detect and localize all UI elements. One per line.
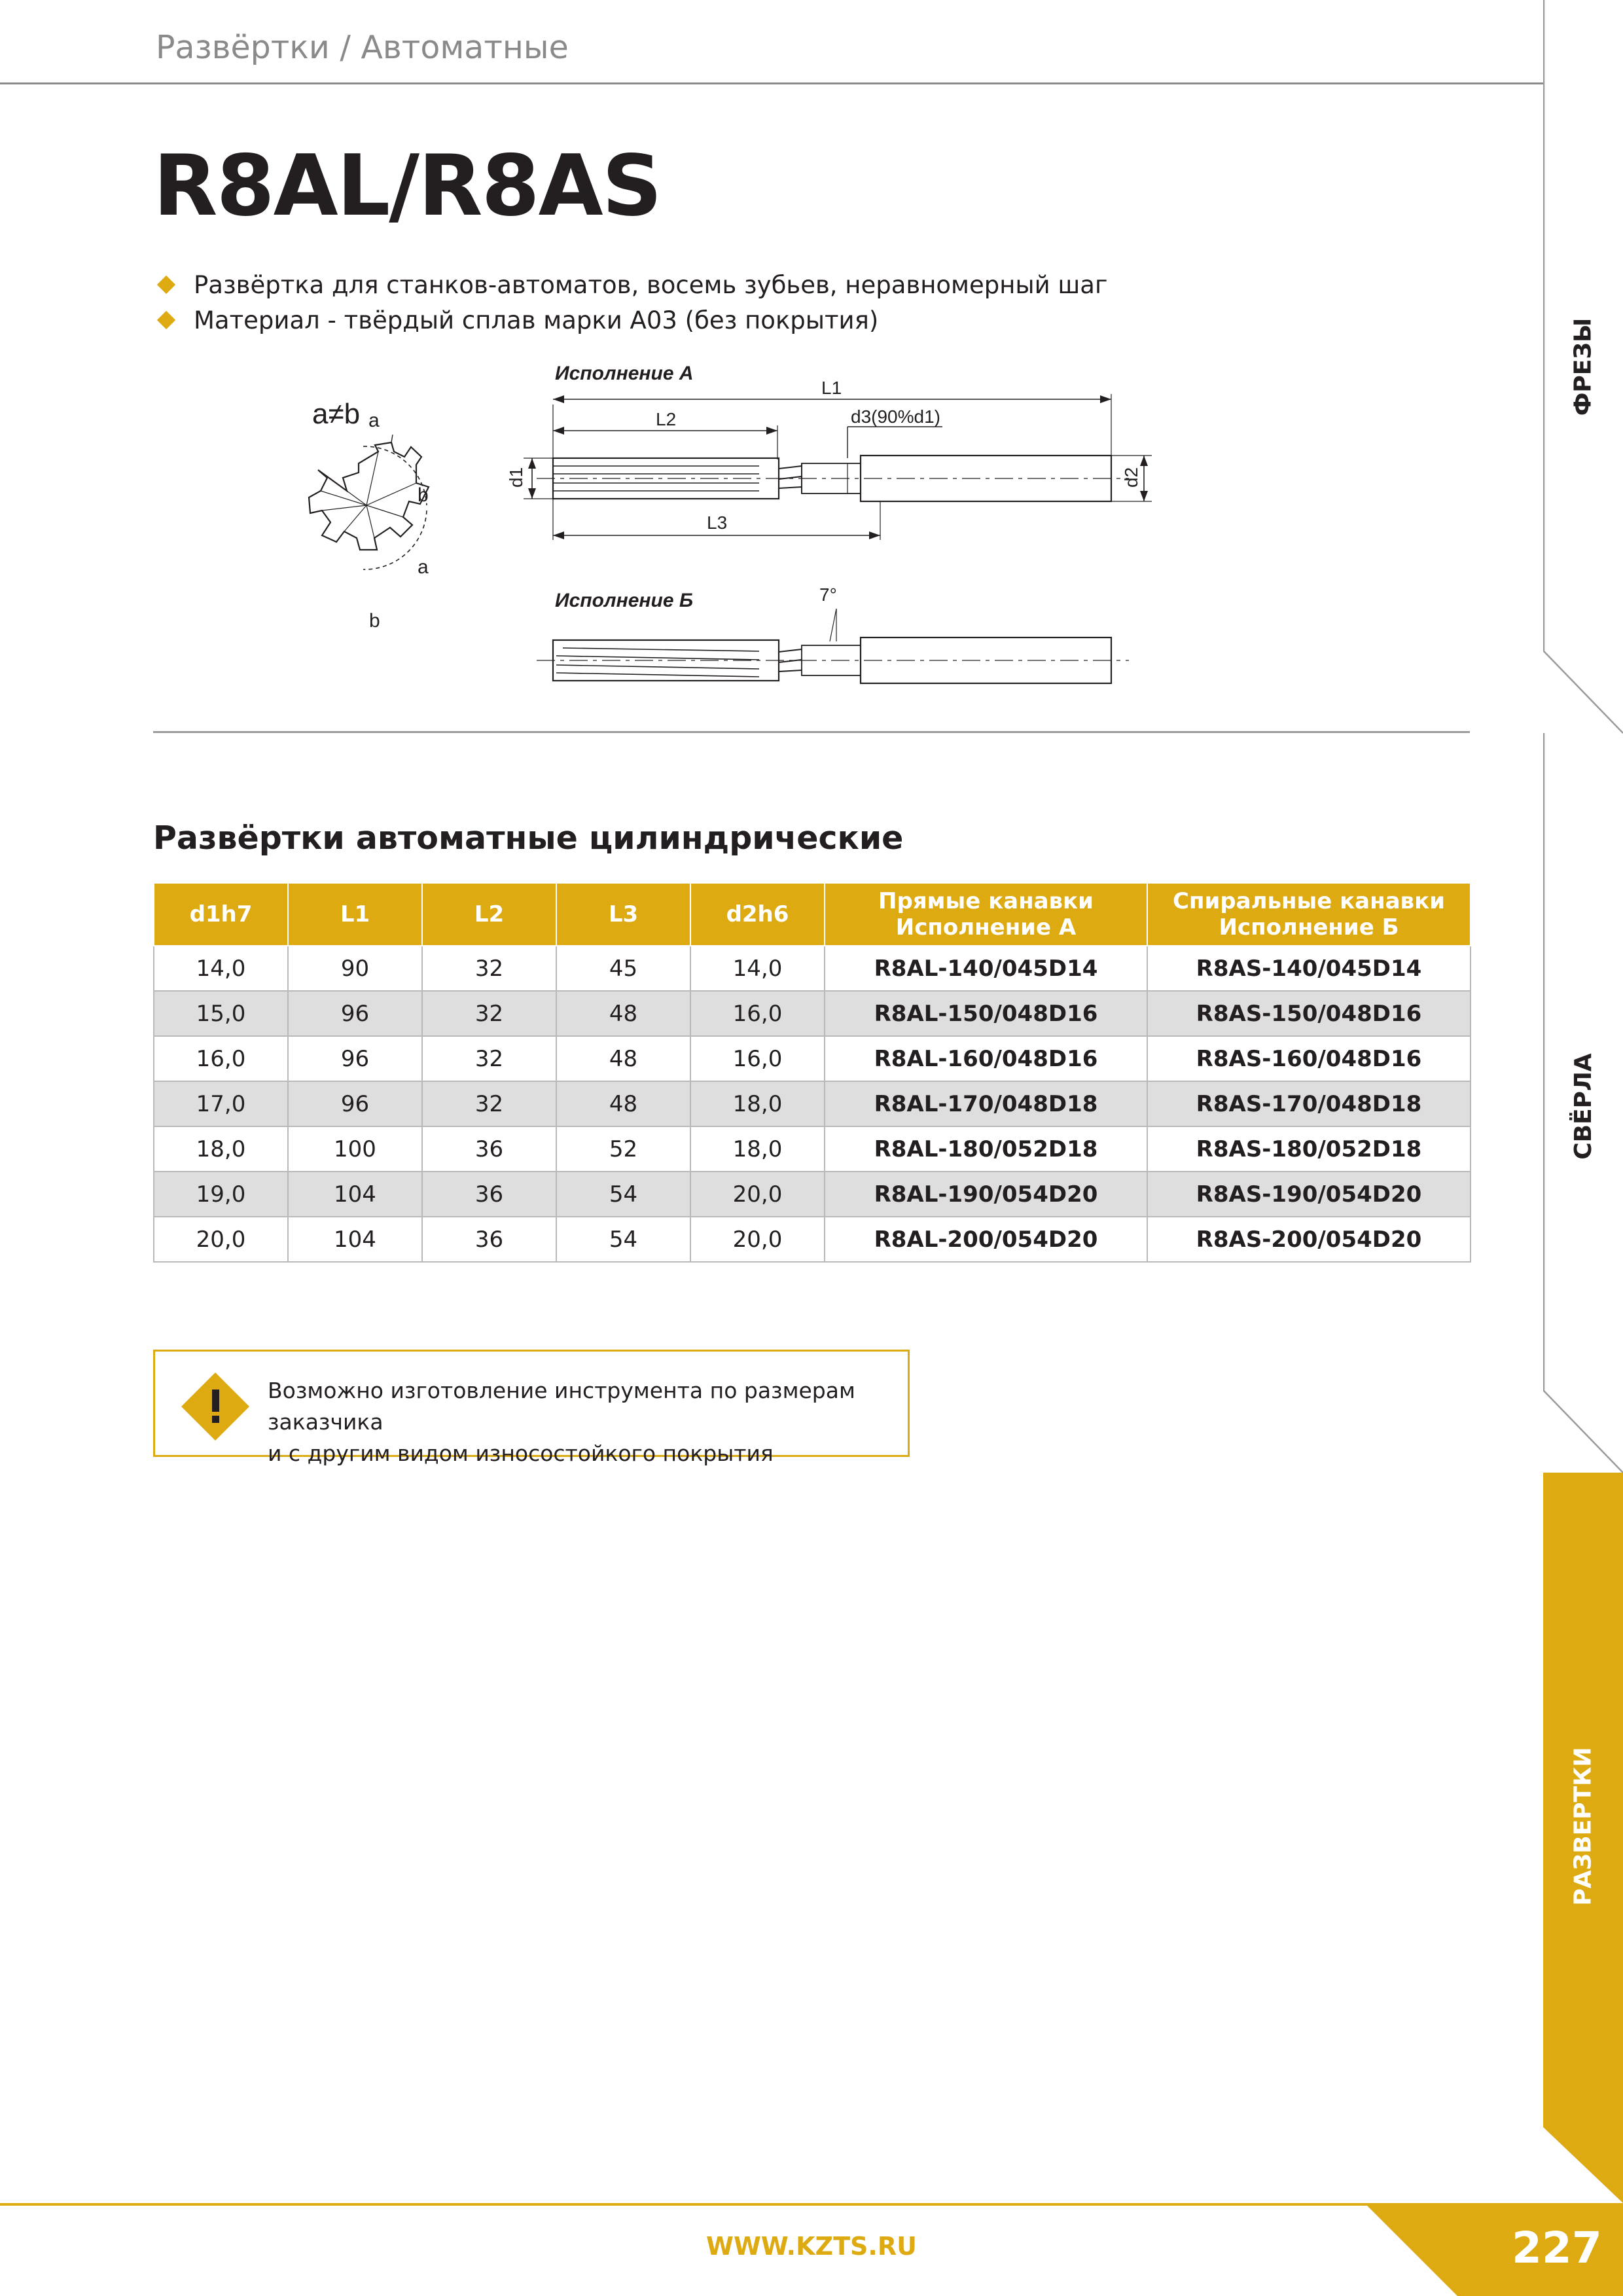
dim-label-l2: L2 — [656, 409, 677, 429]
table-cell-code: R8AL-200/054D20 — [825, 1217, 1147, 1262]
side-tab-milling[interactable] — [1543, 301, 1623, 432]
pitch-label-a: a — [418, 556, 429, 578]
table-cell-code: R8AS-190/054D20 — [1147, 1172, 1471, 1217]
table-cell: 20,0 — [154, 1217, 288, 1262]
breadcrumb: Развёртки / Автоматные — [156, 29, 569, 66]
table-cell: 32 — [422, 1036, 556, 1081]
bullet-diamond-icon — [157, 311, 175, 329]
table-cell-code: R8AS-150/048D16 — [1147, 991, 1471, 1036]
footer-url-link[interactable]: WWW.KZTS.RU — [706, 2232, 917, 2261]
table-cell: 54 — [556, 1172, 690, 1217]
column-header — [825, 883, 1147, 946]
table-cell: 32 — [422, 991, 556, 1036]
table-cell: 18,0 — [154, 1126, 288, 1172]
dim-label-l1: L1 — [821, 378, 842, 398]
table-cell: 48 — [556, 991, 690, 1036]
notice-text — [268, 1375, 908, 1469]
side-tab-panel — [1543, 0, 1623, 2296]
table-cell-code: R8AS-170/048D18 — [1147, 1081, 1471, 1126]
table-row — [154, 1217, 1471, 1262]
side-tab-label: РАЗВЕРТКИ — [1569, 1746, 1597, 1906]
variant-b-label: Исполнение Б — [555, 590, 694, 611]
table-cell: 16,0 — [690, 1036, 825, 1081]
table-cell-code: R8AS-160/048D16 — [1147, 1036, 1471, 1081]
dim-label-d1: d1 — [506, 467, 526, 488]
table-row — [154, 1126, 1471, 1172]
bullet-diamond-icon — [157, 276, 175, 294]
table-cell-code: R8AL-180/052D18 — [825, 1126, 1147, 1172]
side-tab-label: ФРЕЗЫ — [1569, 317, 1597, 416]
column-header-line: Спиральные канавки — [1173, 888, 1445, 914]
table-cell-code: R8AL-190/054D20 — [825, 1172, 1147, 1217]
side-tab-label: СВЁРЛА — [1569, 1052, 1597, 1160]
table-cell: 104 — [288, 1172, 422, 1217]
table-cell: 90 — [288, 946, 422, 991]
page-number: 227 — [1512, 2223, 1602, 2273]
dim-label-angle: 7° — [819, 584, 837, 605]
table-row — [154, 1172, 1471, 1217]
column-header: L1 — [288, 883, 422, 946]
variant-a-label: Исполнение А — [555, 363, 694, 384]
exclamation-diamond-icon — [181, 1372, 249, 1441]
column-header — [1147, 883, 1471, 946]
table-cell: 96 — [288, 1036, 422, 1081]
column-header: d2h6 — [690, 883, 825, 946]
column-header-line: Исполнение А — [895, 914, 1077, 941]
table-cell: 32 — [422, 1081, 556, 1126]
side-tab-reamers[interactable] — [1543, 1728, 1623, 1924]
table-cell: 15,0 — [154, 991, 288, 1036]
table-cell: 20,0 — [690, 1217, 825, 1262]
table-cell: 48 — [556, 1081, 690, 1126]
pitch-label-b: b — [369, 610, 380, 632]
table-row — [154, 1081, 1471, 1126]
header-divider — [0, 82, 1543, 84]
pitch-label-a: a — [368, 410, 380, 431]
table-row — [154, 1036, 1471, 1081]
feature-text: Развёртка для станков-автоматов, восемь зубьев, неравномерный шаг — [194, 270, 1108, 299]
table-cell: 19,0 — [154, 1172, 288, 1217]
table-cell: 54 — [556, 1217, 690, 1262]
table-row — [154, 991, 1471, 1036]
table-cell: 96 — [288, 1081, 422, 1126]
column-header-line: Исполнение Б — [1219, 914, 1399, 941]
feature-item — [156, 267, 1107, 302]
table-cell: 36 — [422, 1217, 556, 1262]
cross-section-drawing — [309, 398, 429, 632]
table-cell: 96 — [288, 991, 422, 1036]
side-tab-drills[interactable] — [1543, 1041, 1623, 1172]
table-cell-code: R8AL-170/048D18 — [825, 1081, 1147, 1126]
table-cell: 16,0 — [690, 991, 825, 1036]
table-cell-code: R8AL-160/048D16 — [825, 1036, 1147, 1081]
table-cell: 18,0 — [690, 1126, 825, 1172]
table-cell: 18,0 — [690, 1081, 825, 1126]
table-cell-code: R8AS-200/054D20 — [1147, 1217, 1471, 1262]
variant-a-drawing — [506, 363, 1152, 540]
table-cell-code: R8AL-140/045D14 — [825, 946, 1147, 991]
table-row — [154, 946, 1471, 991]
table-cell-code: R8AL-150/048D16 — [825, 991, 1147, 1036]
table-cell: 48 — [556, 1036, 690, 1081]
table-title: Развёртки автоматные цилиндрические — [153, 819, 904, 857]
table-header-row — [154, 883, 1471, 946]
table-cell: 104 — [288, 1217, 422, 1262]
table-cell: 32 — [422, 946, 556, 991]
table-cell: 17,0 — [154, 1081, 288, 1126]
table-cell: 100 — [288, 1126, 422, 1172]
table-cell: 20,0 — [690, 1172, 825, 1217]
column-header: L3 — [556, 883, 690, 946]
dim-label-d2: d2 — [1121, 467, 1141, 488]
table-cell-code: R8AS-180/052D18 — [1147, 1126, 1471, 1172]
column-header: d1h7 — [154, 883, 288, 946]
section-divider — [153, 731, 1470, 733]
feature-list — [156, 267, 1107, 338]
feature-item — [156, 302, 1107, 338]
column-header-line: Прямые канавки — [878, 888, 1094, 914]
table-cell: 36 — [422, 1172, 556, 1217]
table-cell: 45 — [556, 946, 690, 991]
table-cell: 14,0 — [154, 946, 288, 991]
pitch-label-b: b — [418, 484, 429, 506]
technical-drawing — [249, 353, 1178, 694]
table-cell: 14,0 — [690, 946, 825, 991]
column-header: L2 — [422, 883, 556, 946]
variant-b-drawing — [537, 584, 1129, 683]
pitch-note: a≠b — [312, 398, 361, 430]
notice-line: и с другим видом износостойкого покрытия — [268, 1441, 774, 1466]
dim-label-d3: d3(90%d1) — [851, 406, 940, 427]
page-title: R8AL/R8AS — [153, 137, 661, 235]
table-cell: 16,0 — [154, 1036, 288, 1081]
pitch-lines — [321, 452, 416, 538]
table-cell: 52 — [556, 1126, 690, 1172]
notice-box — [153, 1350, 910, 1466]
table-cell-code: R8AS-140/045D14 — [1147, 946, 1471, 991]
specification-table — [153, 882, 1471, 1263]
notice-line: Возможно изготовление инструмента по размерам заказчика — [268, 1378, 855, 1435]
dim-label-l3: L3 — [707, 512, 728, 533]
table-cell: 36 — [422, 1126, 556, 1172]
feature-text: Материал - твёрдый сплав марки А03 (без покрытия) — [194, 306, 879, 334]
